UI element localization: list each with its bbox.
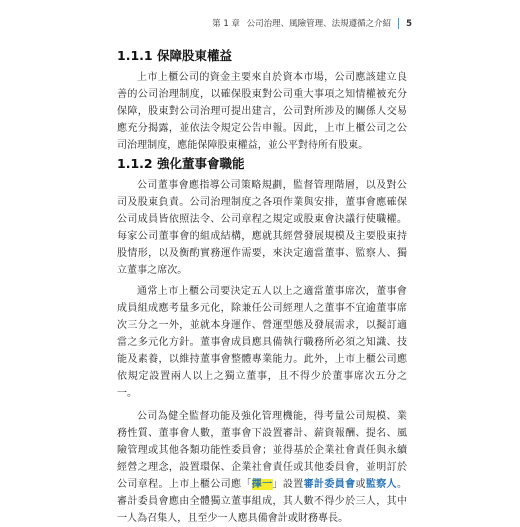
chapter-number: 第 1 章 <box>212 19 240 29</box>
committees-text-3: 或 <box>355 479 366 490</box>
chapter-title: 公司治理、風險管理、法規遵循之介紹 <box>246 19 392 29</box>
committees-text-4: 。審計委員會應由全體獨立董事組成，其人數不得少於三人，其中一人為召集人，且至少一人應具備會計或財務專長。 <box>117 479 407 524</box>
term-supervisor: 監察人 <box>365 479 397 490</box>
committees-text-2: 」設置 <box>272 479 304 490</box>
paragraph-committees <box>117 408 407 527</box>
paragraph-board-duties: 公司董事會應指導公司策略規劃，監督管理階層，以及對公司及股東負責。公司治理制度之各項作業與安排，董事會應確保公司成員皆依照法令、公司章程之規定或股東會決議行使職權。每家公司董事會的組成結構，應就其經營發展規模及主要股東持股情形，以及衡酌實務運作需要，來決定適當董事、監察人、獨立董事之席次。 <box>117 180 407 276</box>
page-number: 5 <box>406 19 412 29</box>
header-divider <box>398 18 400 29</box>
committees-text-1: 公司為健全監督功能及強化管理機能，得考量公司規模、業務性質、董事會人數，董事會下設置審計、薪資報酬、提名、風險管理或其他各類功能性委員會；並得基於企業社會責任與永續經營之理念，設置環保、企業社會責任或其他委員會，並明訂於公司章程。上市上櫃公司應「 <box>117 411 407 490</box>
section-heading-shareholder-rights: 1.1.1 保障股東權益 <box>117 48 232 63</box>
running-header <box>212 17 412 29</box>
paragraph-shareholder-rights: 上市上櫃公司的資金主要來自於資本市場，公司應該建立良善的公司治理制度，以確保股東對公司重大事項之知情權被充分保障，股東對公司治理可提出建言，公司對所涉及的關係人交易應充分揭露，並依法令規定公告申報。因此，上市上櫃公司之公司治理制度，應能保障股東權益，並公平對待所有股東。 <box>117 72 407 151</box>
page-body <box>117 47 407 527</box>
section-heading-board-function: 1.1.2 強化董事會職能 <box>117 156 245 171</box>
paragraph-board-composition: 通常上市上櫃公司要決定五人以上之適當董事席次，董事會成員組成應考量多元化，除兼任公司經理人之董事不宜逾董事席次三分之一外，並就本身運作、營運型態及發展需求，以擬訂適當之多元化方針。董事會成員應具備執行職務所必須之知識、技能及素養，以維持董事會整體專業能力。此外，上市上櫃公司應依規定設置兩人以上之獨立董事，且不得少於董事席次五分之一。 <box>117 286 407 399</box>
highlight-choose-one: 擇一 <box>251 479 273 490</box>
term-audit-committee: 審計委員會 <box>303 479 356 490</box>
